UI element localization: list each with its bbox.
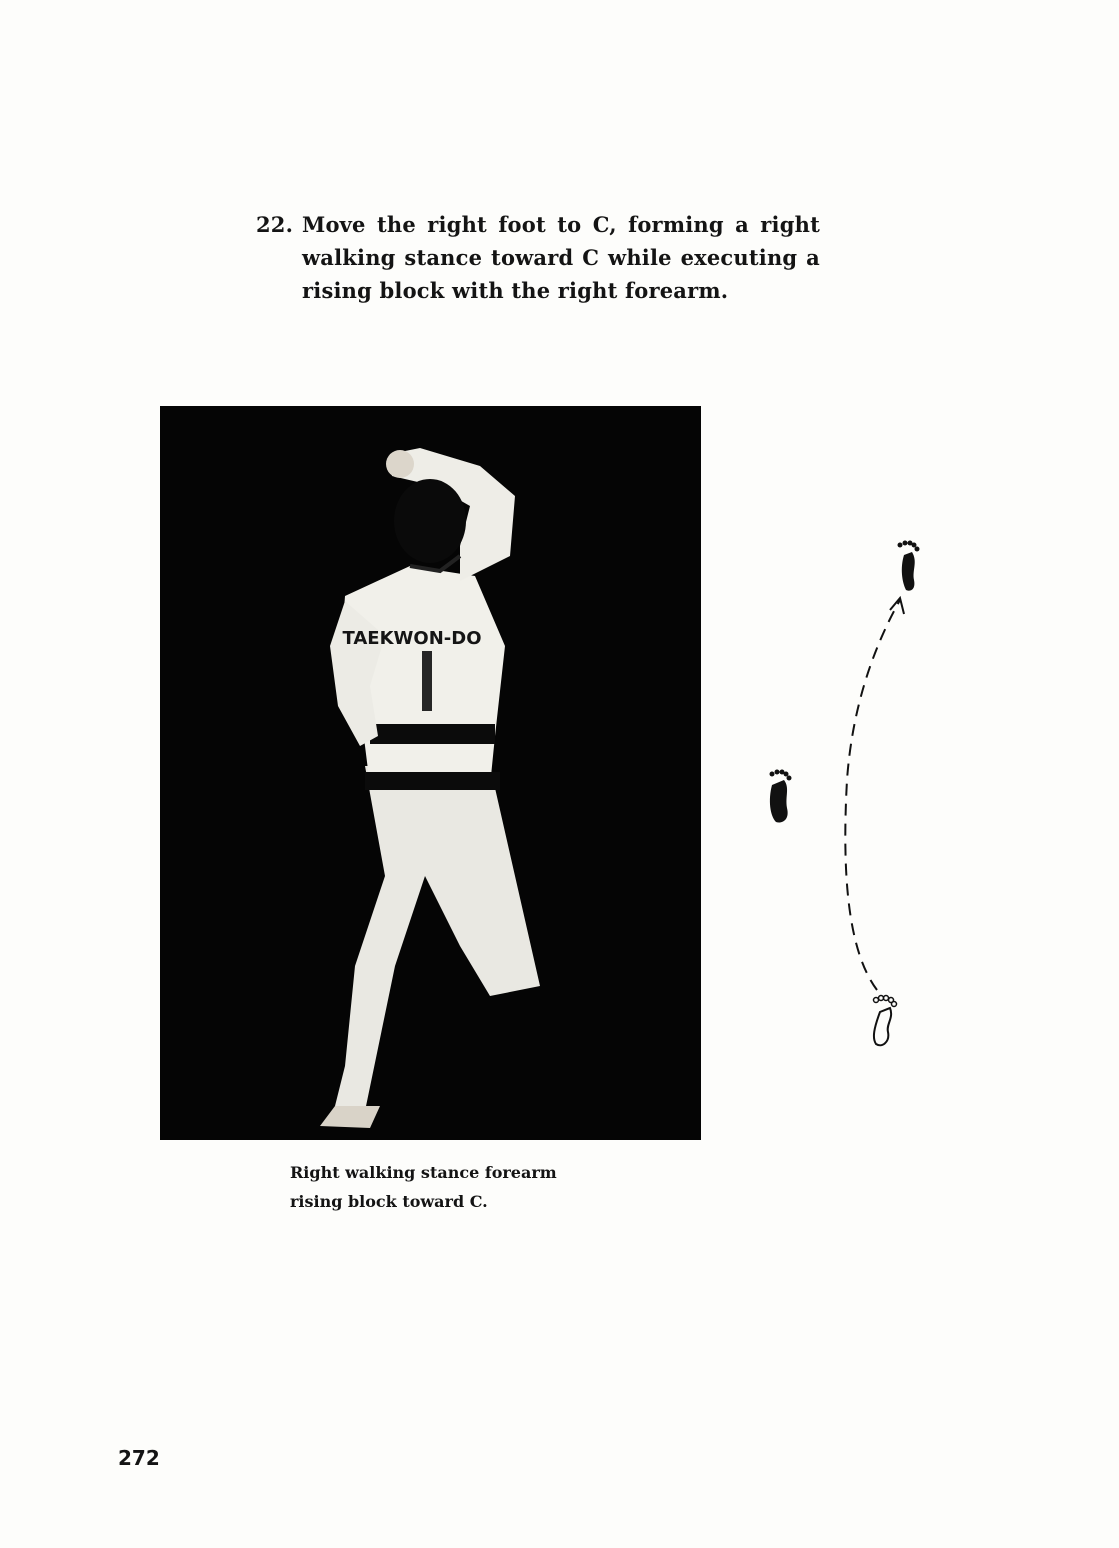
- uniform-lettering: TAEKWON-DO: [342, 628, 482, 649]
- arrow-head-icon: [890, 598, 904, 614]
- caption-line-2: rising block toward C.: [290, 1192, 488, 1211]
- martial-artist-illustration: [160, 406, 701, 1140]
- photo-caption: [290, 1158, 610, 1216]
- footprint-end-icon: [898, 541, 920, 591]
- footprint-stationary-icon: [770, 770, 792, 823]
- page-number: 272: [118, 1446, 160, 1470]
- instruction-paragraph: [256, 208, 820, 307]
- caption-line-1: Right walking stance forearm: [290, 1163, 557, 1182]
- photo-figure: [160, 406, 701, 1140]
- step-text: Move the right foot to C, forming a right walking stance toward C while executing a rising block with the right forearm.: [302, 212, 820, 303]
- foot-movement-diagram: [752, 530, 952, 1060]
- step-number: 22.: [256, 212, 294, 237]
- footprint-start-icon: [874, 996, 897, 1046]
- movement-path: [845, 600, 900, 990]
